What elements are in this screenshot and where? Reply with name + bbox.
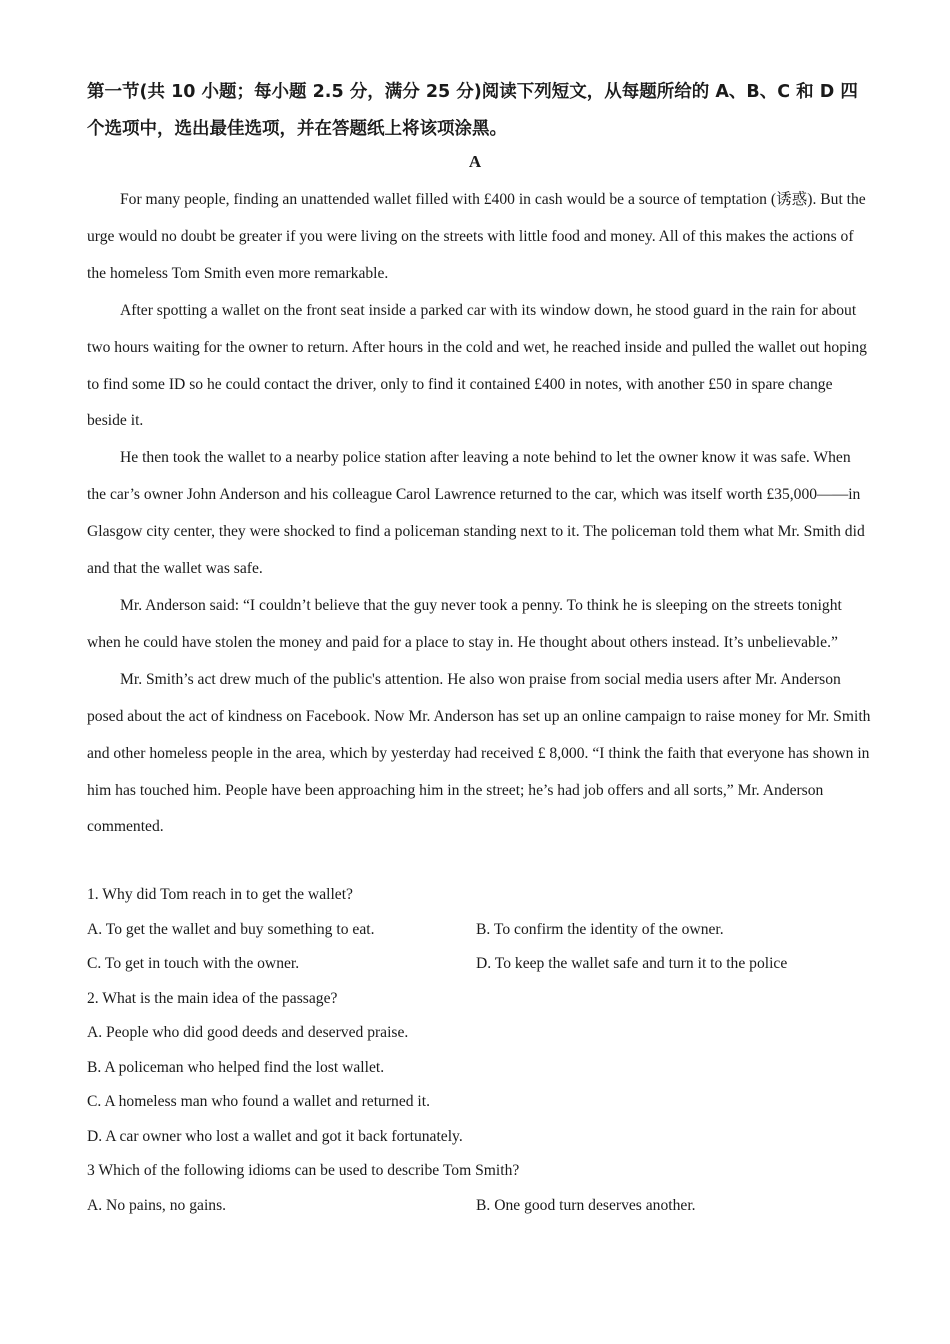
option-row bbox=[87, 913, 871, 948]
question-stem: 1. Why did Tom reach in to get the wallet? bbox=[87, 886, 353, 903]
answer-option: D. A car owner who lost a wallet and got it back fortunately. bbox=[87, 1127, 463, 1145]
passage-paragraph: Mr. Smith’s act drew much of the public's attention. He also won praise from social media users after Mr. Anderson posed about the act of kindness on Facebook. Now Mr. Anderson has set up an online campaign to raise money for Mr. Smith and other homeless people in the area, which by yesterday had received £ 8,000. “I think the faith that everyone has shown in him has touched him. People have been approaching him in the street; he’s had job offers and all sorts,” Mr. Anderson commented. bbox=[87, 670, 871, 836]
passage-title: A bbox=[468, 152, 482, 171]
option-row bbox=[87, 1189, 871, 1224]
answer-option: C. A homeless man who found a wallet and returned it. bbox=[87, 1093, 430, 1110]
question-list bbox=[87, 878, 871, 1223]
passage-paragraph: After spotting a wallet on the front seat inside a parked car with its window down, he stood guard in the rain for about two hours waiting for the owner to return. After hours in the cold and wet, he reached inside and pulled the wallet out hoping to find some ID so he could contact the driver, only to find it contained £400 in notes, with another £50 in spare change beside it. bbox=[87, 301, 867, 430]
section-instructions: 第一节(共 10 小题；每小题 2.5 分，满分 25 分)阅读下列短文，从每题所给的 A、B、C 和 D 四个选项中，选出最佳选项，并在答题纸上将该项涂黑。 bbox=[87, 82, 858, 139]
answer-option: B. One good turn deserves another. bbox=[476, 1196, 696, 1214]
answer-option: A. People who did good deeds and deserved praise. bbox=[87, 1024, 409, 1041]
question-stem: 2. What is the main idea of the passage? bbox=[87, 989, 338, 1007]
answer-option: B. A policeman who helped find the lost wallet. bbox=[87, 1058, 385, 1076]
answer-option: B. To confirm the identity of the owner. bbox=[476, 920, 724, 938]
answer-option: A. To get the wallet and buy something to eat. bbox=[87, 920, 375, 938]
option-row bbox=[87, 947, 871, 982]
question-stem: 3 Which of the following idioms can be used to describe Tom Smith? bbox=[87, 1162, 520, 1179]
passage-paragraph: He then took the wallet to a nearby police station after leaving a note behind to let the owner know it was safe. When the car’s owner John Anderson and his colleague Carol Lawrence returned to the car, which was itself worth £35,000——in Glasgow city center, they were shocked to find a policeman standing next to it. The policeman told them what Mr. Smith did and that the wallet was safe. bbox=[87, 449, 865, 578]
passage-paragraph: For many people, finding an unattended wallet filled with £400 in cash would be a source of temptation (诱惑). But the urge would no doubt be greater if you were living on the streets with little food and money. All of this makes the actions of the homeless Tom Smith even more remarkable. bbox=[87, 191, 866, 282]
passage-paragraph: Mr. Anderson said: “I couldn’t believe that the guy never took a penny. To think he is sleeping on the streets tonight when he could have stolen the money and paid for a place to stay in. He thought about others instead. It’s unbelievable.” bbox=[87, 596, 842, 651]
answer-option: A. No pains, no gains. bbox=[87, 1196, 227, 1214]
reading-passage bbox=[87, 182, 871, 846]
answer-option: C. To get in touch with the owner. bbox=[87, 955, 300, 972]
answer-option: D. To keep the wallet safe and turn it to the police bbox=[476, 955, 788, 972]
